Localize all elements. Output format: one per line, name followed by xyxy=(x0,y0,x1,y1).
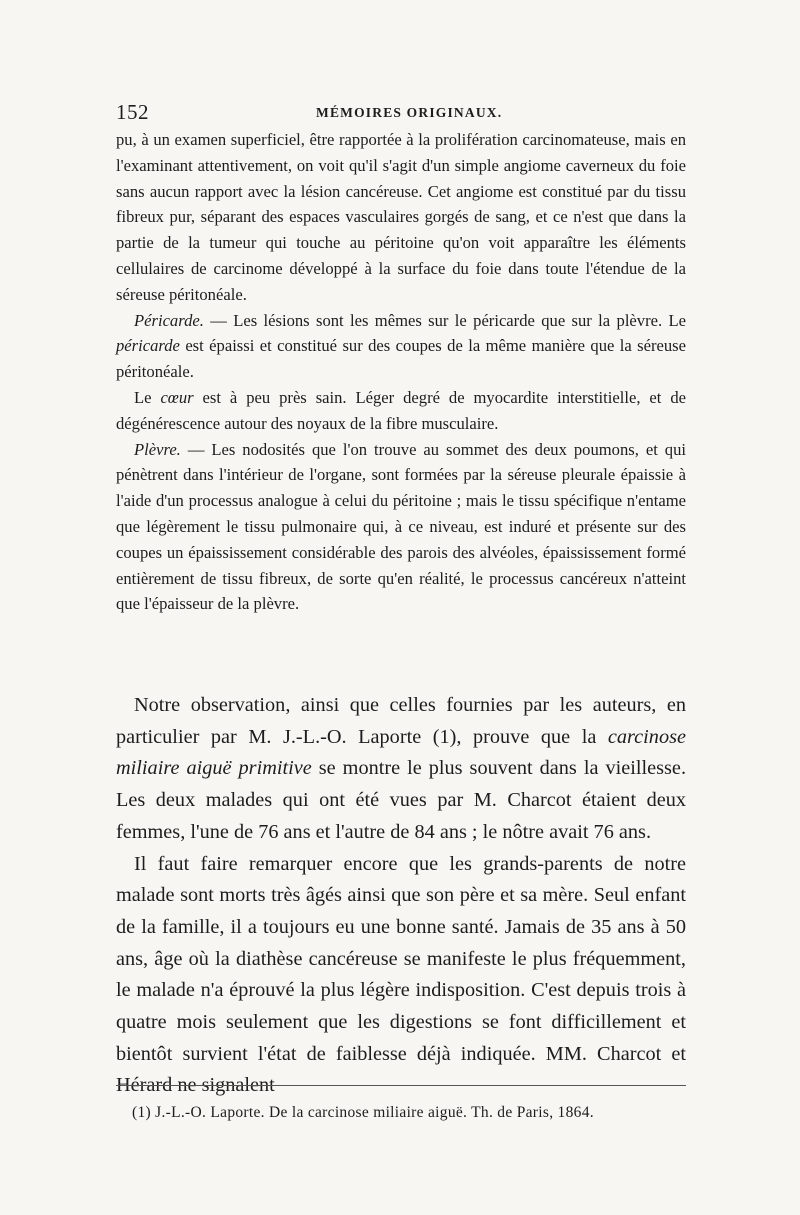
paragraph: pu, à un examen superficiel, être rapportée à la prolifération carcinomateuse, mais en l'examinant attentivement, on voit qu'il s'agit d'un simple angiome caverneux du foie sans aucun rapport avec la lésion cancéreuse. Cet angiome est constitué par du tissu fibreux pur, séparant des espaces vasculaires gorgés de sang, et ce n'est que dans la partie de la tumeur qui touche au péritoine qu'on voit apparaître les éléments cellulaires de carcinome développé à la surface du foie dans toute l'étendue de la séreuse péritonéale. xyxy=(116,130,686,304)
small-print-section xyxy=(116,127,686,617)
footnote-divider xyxy=(116,1085,686,1086)
page-header xyxy=(116,100,686,126)
paragraph-grands-parents: Il faut faire remarquer encore que les grands-parents de notre malade sont morts très âgés ainsi que son père et sa mère. Seul enfant de la famille, il a toujours eu une bonne santé. Jamais de 35 ans à 50 ans, âge où la diathèse cancéreuse se manifeste le plus fréquemment, le malade n'a éprouvé la plus légère indisposition. C'est depuis trois à quatre mois seulement que les digestions se font difficillement et bientôt survient l'état de faiblesse déjà indiquée. MM. Charcot et Hérard ne signalent xyxy=(116,852,686,1097)
footnote: (1) J.-L.-O. Laporte. De la carcinose miliaire aiguë. Th. de Paris, 1864. xyxy=(132,1104,594,1121)
paragraph-plevre: Plèvre. — Les nodosités que l'on trouve au sommet des deux poumons, et qui pénètrent dans l'intérieur de l'organe, sont formées par la séreuse pleurale épaissie à l'aide d'un processus analogue à celui du péritoine ; mais le tissu spécifique n'entame que légèrement le tissu pulmonaire qui, à ce niveau, est induré et présente sur des coupes un épaississement considérable des parois des alvéoles, épaississement formé entièrement de tissu fibreux, de sorte qu'en réalité, le processus cancéreux n'atteint que l'épaisseur de la plèvre. xyxy=(116,439,686,614)
main-text-section xyxy=(116,690,686,1102)
paragraph-observation: Notre observation, ainsi que celles fournies par les auteurs, en particulier par M. J.-L.-O. Laporte (1), prouve que la carcinose miliaire aiguë primitive se montre le plus souvent dans la vieillesse. Les deux malades qui ont été vues par M. Charcot étaient deux femmes, l'une de 76 ans et l'autre de 84 ans ; le nôtre avait 76 ans. xyxy=(116,694,687,843)
paragraph-pericarde: Péricarde. — Les lésions sont les mêmes sur le péricarde que sur la plèvre. Le péricarde est épaissi et constitué sur des coupes de la même manière que la séreuse péritonéale. xyxy=(116,310,686,382)
paragraph-coeur: Le cœur est à peu près sain. Léger degré de myocardite interstitielle, et de dégénérescence autour des noyaux de la fibre musculaire. xyxy=(116,387,686,433)
running-title: MÉMOIRES ORIGINAUX. xyxy=(316,105,503,120)
page-number: 152 xyxy=(116,100,149,124)
